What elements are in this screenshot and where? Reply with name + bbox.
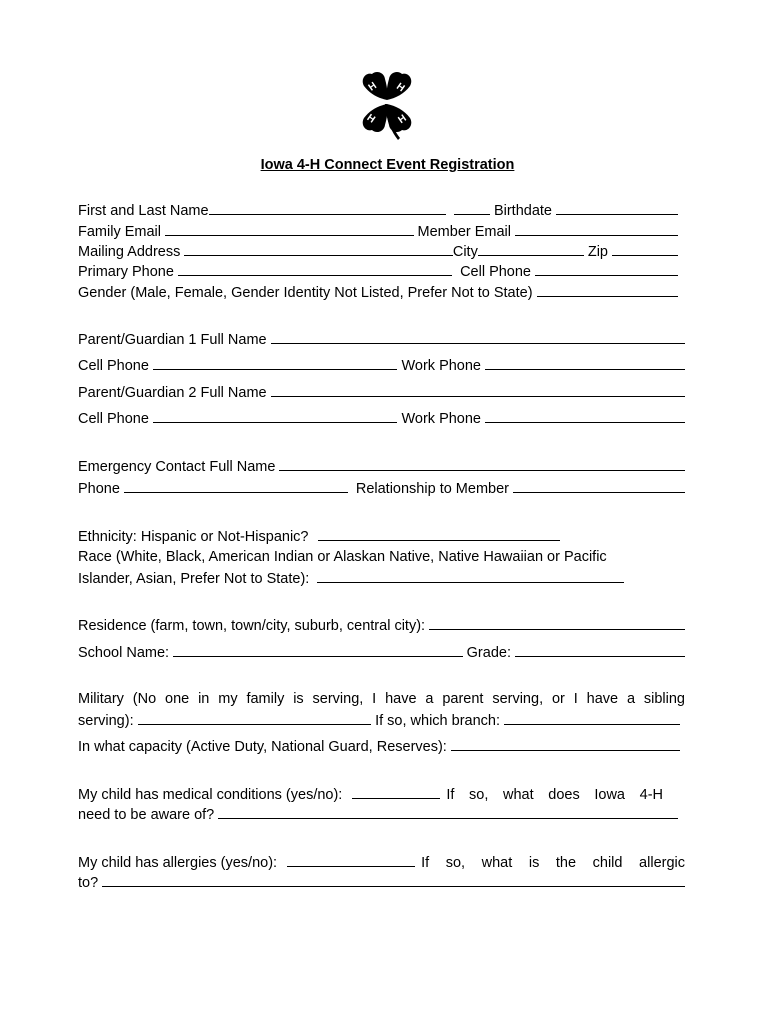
birthdate-prefix-field[interactable] xyxy=(454,201,490,215)
emergency-name-field[interactable] xyxy=(279,457,685,471)
parent1-name-row xyxy=(78,330,685,348)
emergency-phone-row xyxy=(78,479,685,497)
military-capacity-row xyxy=(78,737,680,755)
allergies-label: My child has allergies (yes/no): xyxy=(78,855,278,871)
four-h-clover-logo xyxy=(352,70,422,142)
ethnicity-label: Ethnicity: Hispanic or Not-Hispanic? xyxy=(78,529,309,545)
primary-phone-field[interactable] xyxy=(178,262,452,276)
gender-field[interactable] xyxy=(537,283,678,297)
parent2-name-label: Parent/Guardian 2 Full Name xyxy=(78,385,267,401)
race-row-2 xyxy=(78,569,624,587)
medical-details-field[interactable] xyxy=(218,805,678,819)
gender-row xyxy=(78,283,678,301)
first-last-name-label: First and Last Name xyxy=(78,203,209,219)
parent2-name-field[interactable] xyxy=(271,383,685,397)
relationship-field[interactable] xyxy=(513,479,685,493)
medical-label: My child has medical conditions (yes/no): xyxy=(78,787,343,803)
military-label-line2: serving): xyxy=(78,713,134,729)
medical-row-1 xyxy=(78,785,663,803)
medical-followup-label: If so, what does Iowa 4-H xyxy=(446,787,663,803)
allergies-label-line2: to? xyxy=(78,875,99,891)
military-capacity-field[interactable] xyxy=(451,737,680,751)
medical-label-line2: need to be aware of? xyxy=(78,807,215,823)
clover-icon xyxy=(352,70,422,142)
parent1-cell-label: Cell Phone xyxy=(78,358,149,374)
cell-phone-field[interactable] xyxy=(535,262,678,276)
first-last-name-field[interactable] xyxy=(209,201,446,215)
school-name-label: School Name: xyxy=(78,645,170,661)
parent1-name-field[interactable] xyxy=(271,330,685,344)
parent1-phone-row xyxy=(78,356,685,374)
mailing-address-field[interactable] xyxy=(184,242,453,256)
allergies-details-field[interactable] xyxy=(102,873,685,887)
family-email-label: Family Email xyxy=(78,224,161,240)
cell-phone-label: Cell Phone xyxy=(460,264,531,280)
zip-label: Zip xyxy=(587,244,608,260)
city-label: City xyxy=(452,244,478,260)
mailing-address-label: Mailing Address xyxy=(78,244,181,260)
race-row-1 xyxy=(78,548,685,566)
gender-label: Gender (Male, Female, Gender Identity Not Listed, Prefer Not to State) xyxy=(78,285,533,301)
birthdate-field[interactable] xyxy=(556,201,678,215)
page-title: Iowa 4-H Connect Event Registration xyxy=(260,157,515,173)
member-email-label: Member Email xyxy=(417,224,511,240)
race-field[interactable] xyxy=(317,569,624,583)
emergency-phone-label: Phone xyxy=(78,481,120,497)
emergency-name-row xyxy=(78,457,685,475)
relationship-label: Relationship to Member xyxy=(355,481,509,497)
svg-text:H: H xyxy=(366,80,379,94)
residence-label: Residence (farm, town, town/city, suburb, central city): xyxy=(78,618,426,634)
school-row xyxy=(78,643,685,661)
ethnicity-row xyxy=(78,527,560,545)
residence-field[interactable] xyxy=(429,616,685,630)
medical-field[interactable] xyxy=(352,785,440,799)
parent1-name-label: Parent/Guardian 1 Full Name xyxy=(78,332,267,348)
grade-label: Grade: xyxy=(466,645,511,661)
residence-row xyxy=(78,616,685,634)
parent2-work-label: Work Phone xyxy=(401,411,481,427)
military-label-line1: Military (No one in my family is serving, I have a parent serving, or I have a sibling xyxy=(78,691,685,707)
name-birthdate-row xyxy=(78,201,678,219)
military-branch-label: If so, which branch: xyxy=(375,713,500,729)
parent2-work-field[interactable] xyxy=(485,409,685,423)
svg-text:H: H xyxy=(394,81,407,95)
military-row-2 xyxy=(78,711,680,729)
parent1-work-field[interactable] xyxy=(485,356,685,370)
emergency-name-label: Emergency Contact Full Name xyxy=(78,459,276,475)
parent2-cell-field[interactable] xyxy=(153,409,398,423)
parent2-name-row xyxy=(78,383,685,401)
race-label-line1: Race (White, Black, American Indian or Alaskan Native, Native Hawaiian or Pacific xyxy=(78,549,607,565)
military-row-1 xyxy=(78,690,685,708)
parent1-cell-field[interactable] xyxy=(153,356,398,370)
family-email-field[interactable] xyxy=(165,222,414,236)
medical-row-2 xyxy=(78,805,678,823)
svg-text:H: H xyxy=(364,112,377,126)
email-row xyxy=(78,222,678,240)
allergies-field[interactable] xyxy=(287,853,415,867)
allergies-row-2 xyxy=(78,873,685,891)
emergency-phone-field[interactable] xyxy=(124,479,348,493)
birthdate-label: Birthdate xyxy=(493,203,552,219)
grade-field[interactable] xyxy=(515,643,685,657)
ethnicity-field[interactable] xyxy=(318,527,560,541)
address-row xyxy=(78,242,678,260)
race-label-line2: Islander, Asian, Prefer Not to State): xyxy=(78,571,310,587)
member-email-field[interactable] xyxy=(515,222,678,236)
svg-text:H: H xyxy=(396,112,409,127)
school-name-field[interactable] xyxy=(173,643,463,657)
zip-field[interactable] xyxy=(612,242,678,256)
allergies-followup-label: If so, what is the child allergic xyxy=(421,855,685,871)
military-capacity-label: In what capacity (Active Duty, National Guard, Reserves): xyxy=(78,739,447,755)
parent2-phone-row xyxy=(78,409,685,427)
parent2-cell-label: Cell Phone xyxy=(78,411,149,427)
parent1-work-label: Work Phone xyxy=(401,358,481,374)
allergies-row-1 xyxy=(78,853,685,871)
city-field[interactable] xyxy=(478,242,584,256)
military-branch-field[interactable] xyxy=(504,711,680,725)
phone-row xyxy=(78,262,678,280)
military-field[interactable] xyxy=(138,711,371,725)
primary-phone-label: Primary Phone xyxy=(78,264,174,280)
